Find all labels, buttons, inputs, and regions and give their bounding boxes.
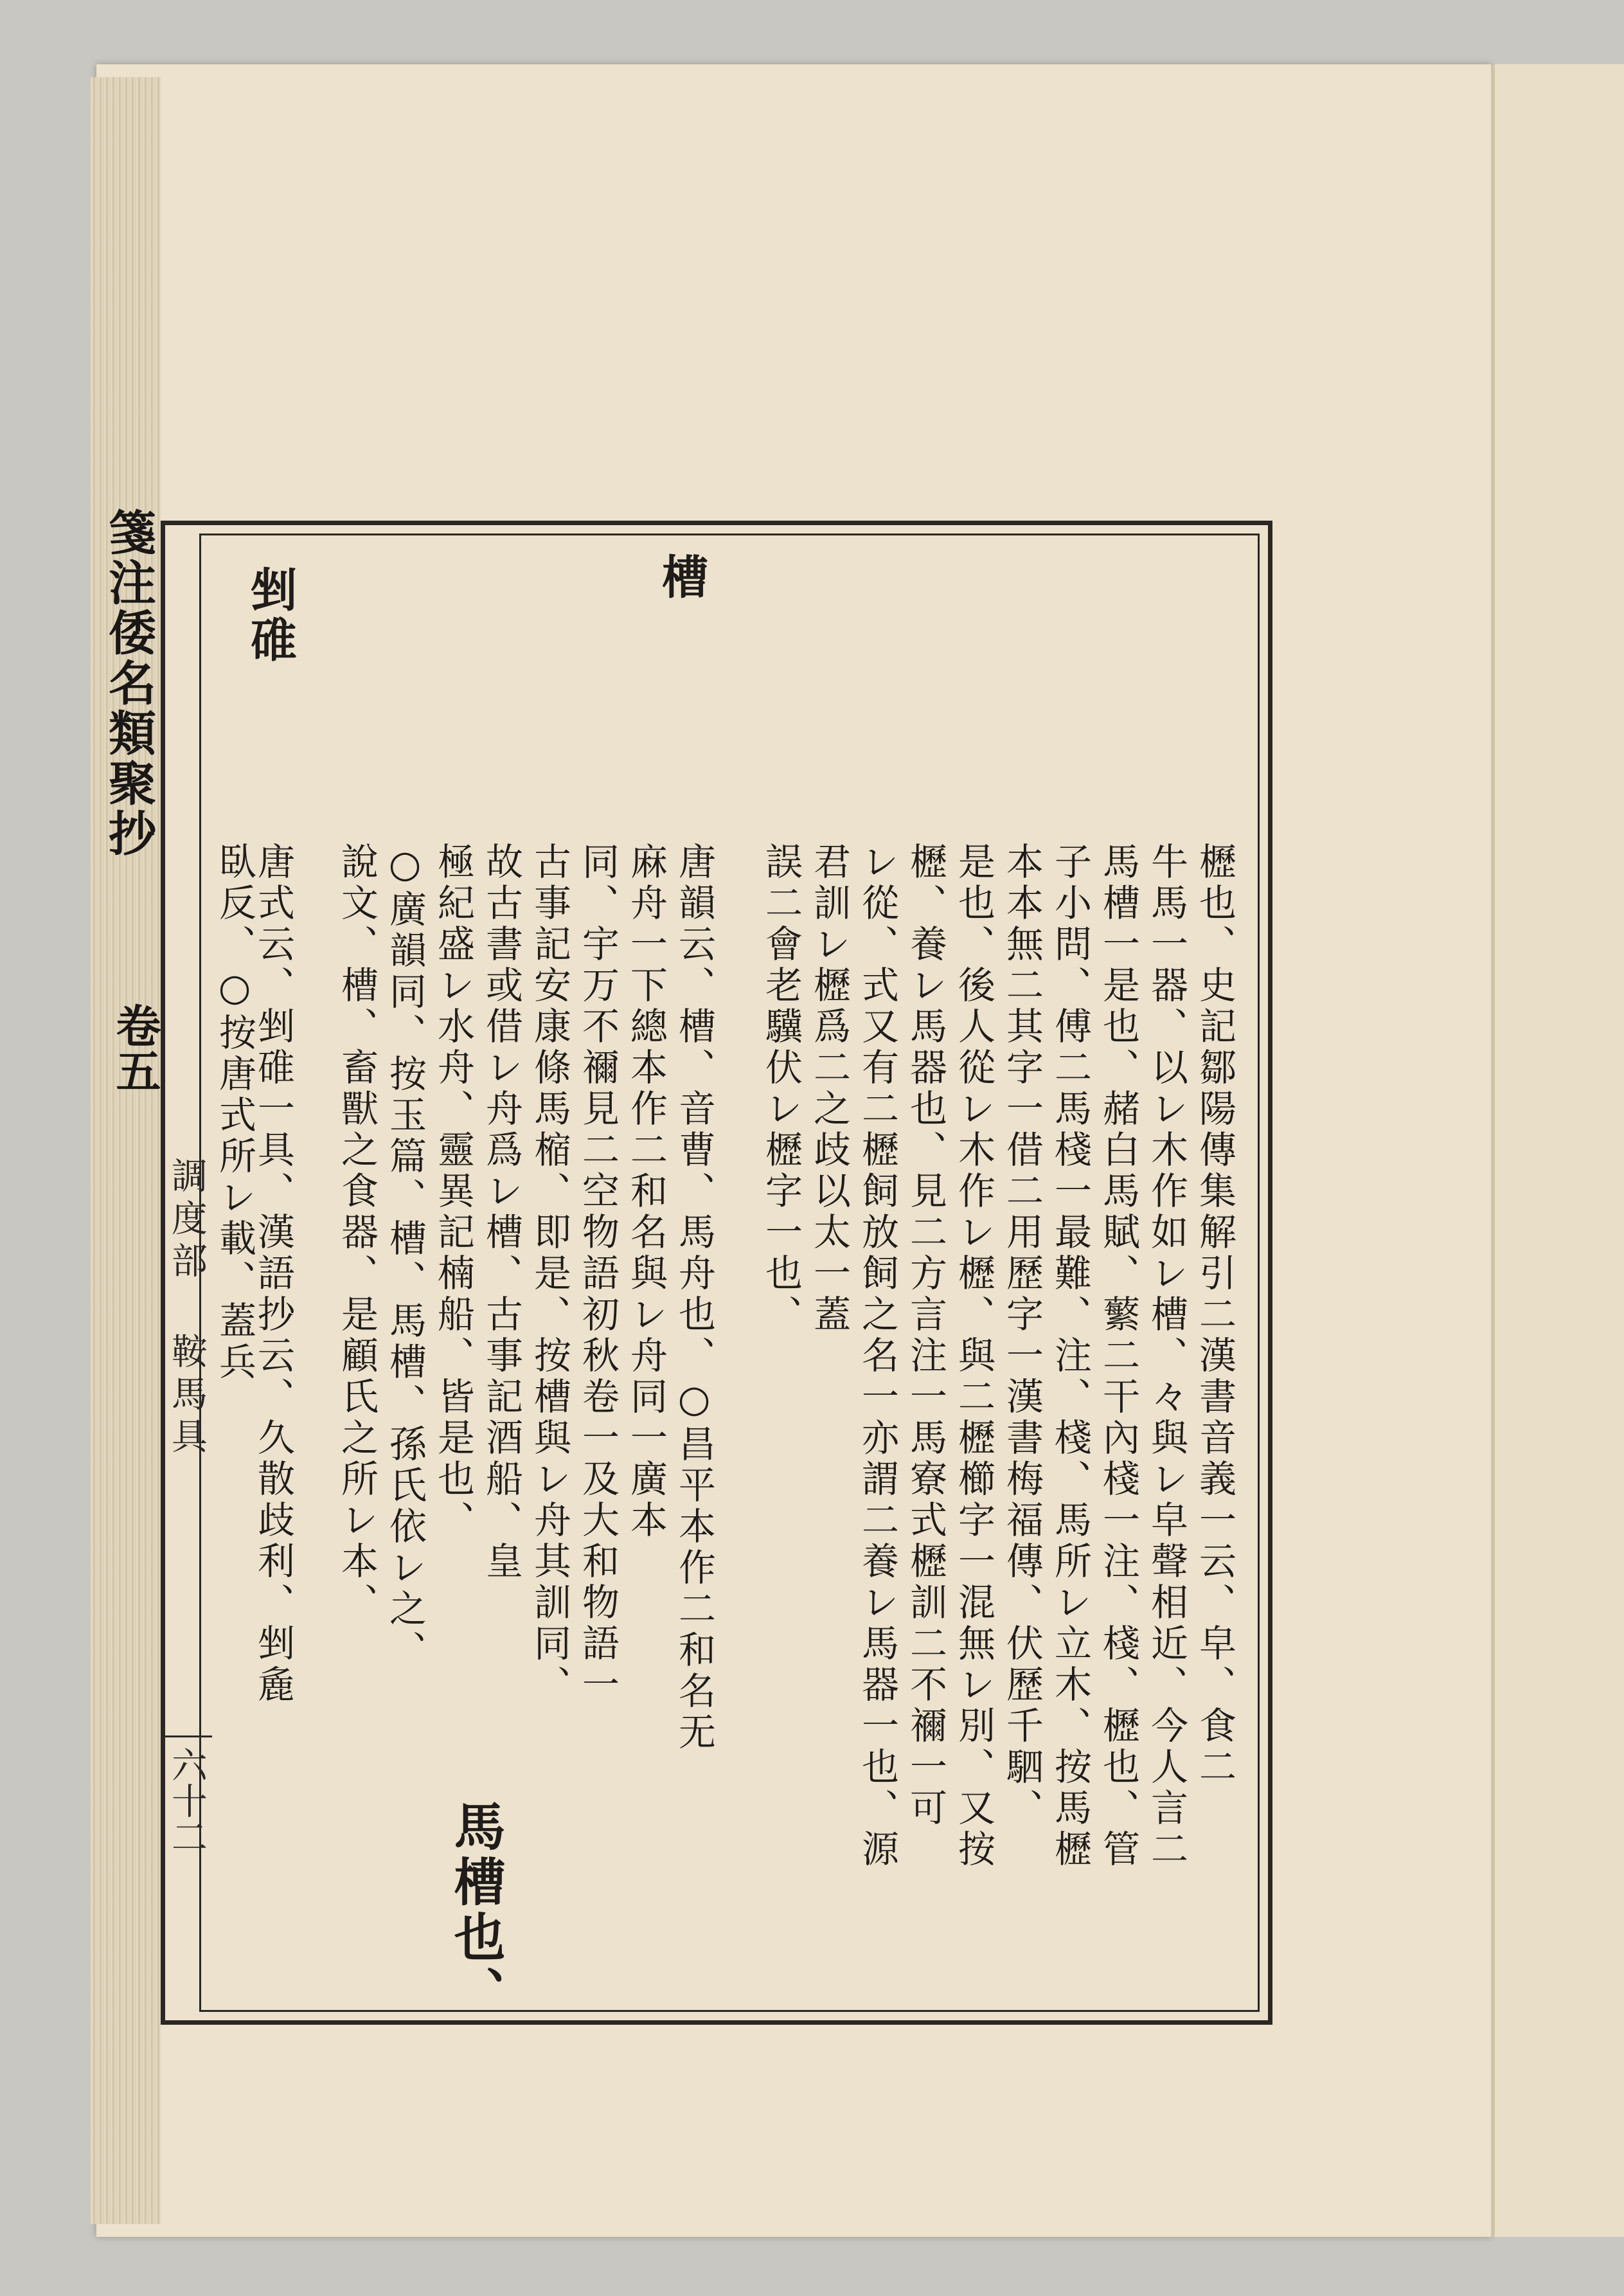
page-number: 六十二 xyxy=(161,1735,212,1854)
page-edge xyxy=(90,77,161,2224)
section-label: 調度部 鞍馬具 xyxy=(166,1157,208,1460)
text-column: レ從、式又有二櫪飼放飼之名一亦謂二養レ馬器一也、源 xyxy=(855,842,899,1870)
text-column: 櫪也、史記鄒陽傳集解引二漢書音義一云、皁、食二 xyxy=(1193,842,1236,1788)
text-column: 子小問、傅二馬棧一最難、注、棧、馬所レ立木、按馬櫪 xyxy=(1048,842,1092,1870)
text-column: 君訓レ櫪爲二之歧以太一蓋 xyxy=(807,842,851,1336)
text-column: 唐式云、剉碓一具、漢語抄云、久散歧利、剉麁 xyxy=(251,842,295,1706)
text-column: 誤二會老驥伏レ櫪字一也、 xyxy=(759,842,803,1336)
text-column: ○廣韻同、按玉篇、槽、馬槽、孫氏依レ之、 xyxy=(383,842,427,1671)
text-column: 故古書或借レ舟爲レ槽、古事記酒船、皇 xyxy=(479,842,523,1583)
text-column: 麻舟一下總本作二和名與レ舟同一廣本 xyxy=(624,842,668,1541)
text-column: 說文、槽、畜獸之食器、是顧氏之所レ本、 xyxy=(335,842,379,1624)
text-column: 是也、後人從レ木作レ櫪、與二櫪櫛字一混無レ別、又按 xyxy=(952,842,995,1870)
text-column: 唐韻云、槽、音曹、馬舟也、○昌平本作二和名无 xyxy=(672,842,716,1753)
volume-label: 卷五 xyxy=(109,1003,162,1093)
next-page xyxy=(1491,64,1624,2237)
text-column: 本本無二其字一借二用歷字一漢書梅福傳、伏歷千駟、 xyxy=(1000,842,1044,1829)
text-column: 同、宇万不禰見二空物語初秋卷一及大和物語一 xyxy=(576,842,620,1706)
heading-maocao: 馬槽也、 xyxy=(445,1800,506,2021)
text-column: 極紀盛レ水舟、靈異記楠船、皆是也、 xyxy=(431,842,475,1541)
text-column: 臥反、○按唐式所レ載、蓋兵 xyxy=(213,842,256,1383)
text-column: 牛馬一器、以レ木作如レ槽、々與レ皁聲相近、今人言二 xyxy=(1145,842,1188,1870)
book-title: 箋注倭名類聚抄 xyxy=(101,508,156,859)
heading-cao: 槽 xyxy=(654,553,709,603)
heading-cuodui: 剉碓 xyxy=(243,566,298,666)
text-column: 古事記安康條馬樎、即是、按槽與レ舟其訓同、 xyxy=(528,842,571,1706)
text-column: 櫪、養レ馬器也、見二方言注一馬寮式櫪訓二不禰一可 xyxy=(904,842,947,1829)
text-column: 馬槽一是也、赭白馬賦、蘩二干內棧一注、棧、櫪也、管 xyxy=(1096,842,1140,1870)
